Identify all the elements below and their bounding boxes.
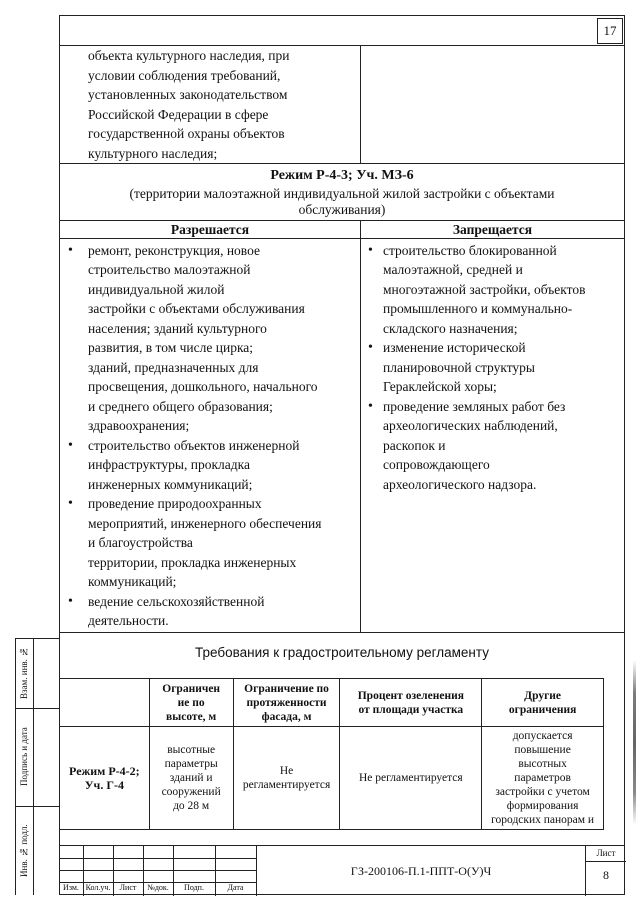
req-header-greening <box>340 679 482 727</box>
forbidden-header: Запрещается <box>361 220 625 238</box>
cell-line: высотных <box>518 758 567 770</box>
req-mode-cell <box>60 727 150 830</box>
item-line: просвещения, дошкольного, начального <box>88 379 318 394</box>
allowed-item <box>64 241 356 436</box>
item-line: Гераклейской хоры; <box>383 379 497 394</box>
item-line: территории, прокладка инженерных <box>88 554 297 570</box>
continuation-line: Российской Федерации в сфере <box>88 106 269 122</box>
cell-line: регламентируется <box>242 779 331 791</box>
header-line: фасада, м <box>261 710 312 723</box>
header-line: Другие <box>524 689 562 702</box>
cell-line: до 28 м <box>173 800 210 812</box>
item-line: археологического надзора. <box>383 476 537 492</box>
item-line: малоэтажной, средней и <box>383 262 523 277</box>
forbidden-item <box>363 338 620 397</box>
continuation-cell <box>60 46 361 164</box>
item-line: населения; зданий культурного <box>88 320 267 336</box>
forbidden-list <box>361 239 624 496</box>
allowed-item <box>64 494 356 592</box>
document-code: ГЗ-200106-П.1-ППТ-О(У)Ч <box>256 846 585 896</box>
mode-header-row <box>60 164 625 221</box>
grid-line <box>59 858 256 859</box>
req-greening-cell: Не регламентируется <box>340 727 482 830</box>
continuation-line: объекта культурного наследия, при <box>88 48 290 63</box>
cell-line: высотные <box>167 744 216 756</box>
item-line: раскопок и <box>383 437 446 453</box>
continuation-line: условии соблюдения требований, <box>88 67 281 83</box>
side-strip <box>15 638 59 895</box>
item-line: мероприятий, инженерного обеспечения <box>88 515 322 531</box>
header-line: высоте, м <box>166 710 217 723</box>
forbidden-item <box>363 241 620 339</box>
requirements-heading: Требования к градостроительному регламенту <box>195 645 489 660</box>
regime-table <box>59 45 625 633</box>
requirements-row <box>60 727 604 830</box>
title-block <box>59 845 625 895</box>
cell-line: повышение <box>514 744 571 756</box>
req-other-cell <box>482 727 604 830</box>
column-headers-row <box>60 220 625 238</box>
tb-label-data: Дата <box>227 883 244 892</box>
rules-row <box>60 238 625 632</box>
allowed-item <box>64 592 356 631</box>
item-line: застройки с объектами обслуживания <box>88 301 305 316</box>
cell-line: параметры <box>164 758 218 770</box>
item-line: инженерных коммуникаций; <box>88 476 253 492</box>
forbidden-item <box>363 397 620 495</box>
page-number: 17 <box>597 18 623 44</box>
forbidden-cell <box>361 238 625 632</box>
cell-line: застройки с учетом <box>495 786 590 798</box>
grid-line <box>59 870 256 871</box>
title-block-grid <box>59 846 256 896</box>
header-line: от площади участка <box>358 703 464 716</box>
item-line: • ремонт, реконструкция, новое <box>88 242 260 258</box>
sheet-box <box>585 846 625 896</box>
requirements-header-row <box>60 679 604 727</box>
req-header-height <box>149 679 233 727</box>
header-line: ие по <box>177 696 205 709</box>
cell-line: формирования <box>506 800 579 812</box>
tb-label-izm: Изм. <box>63 883 79 892</box>
item-line: складского назначения; <box>383 320 518 336</box>
req-height-cell <box>149 727 233 830</box>
continuation-line: установленных законодательством <box>88 87 288 102</box>
cell-line: Уч. Г-4 <box>84 778 124 792</box>
mode-title: Режим Р-4-3; Уч. МЗ-6 <box>270 168 414 183</box>
item-line: индивидуальной жилой <box>88 281 225 297</box>
sheet-number: 8 <box>603 868 609 882</box>
header-line: протяженности <box>246 696 327 709</box>
item-line: инфраструктуры, прокладка <box>88 457 250 472</box>
item-line: • строительство объектов инженерной <box>88 437 300 453</box>
cell-line: зданий и <box>169 772 213 784</box>
item-line: строительство малоэтажной <box>88 262 251 277</box>
scan-artifact <box>633 660 636 825</box>
item-line: • ведение сельскохозяйственной <box>88 593 265 609</box>
cell-line: сооружений <box>161 786 221 798</box>
req-header-empty <box>60 679 150 727</box>
item-line: • проведение земляных работ без <box>383 398 566 414</box>
item-line: сопровождающего <box>383 457 490 472</box>
allowed-cell <box>60 238 361 632</box>
item-line: и среднего общего образования; <box>88 398 273 414</box>
continuation-empty-cell <box>361 46 625 164</box>
cell-line: допускается <box>512 730 573 742</box>
mode-header <box>60 164 625 221</box>
sheet-label: Лист <box>586 848 626 862</box>
item-line: • строительство блокированной <box>383 242 557 258</box>
strip-label-inv-orig: Инв. № подл. <box>19 824 29 877</box>
strip-label-signature-date: Подпись и дата <box>19 727 29 787</box>
cell-line: параметров <box>514 772 571 784</box>
item-line: • изменение исторической <box>383 340 526 355</box>
item-line: здравоохранения; <box>88 418 190 433</box>
item-line: археологических наблюдений, <box>383 418 558 433</box>
allowed-list <box>60 239 360 632</box>
item-line: коммуникаций; <box>88 574 177 589</box>
item-line: и благоустройства <box>88 535 193 550</box>
req-facade-cell <box>233 727 340 830</box>
tb-label-ndok: №док. <box>147 883 169 892</box>
allowed-item <box>64 436 356 495</box>
req-header-other <box>482 679 604 727</box>
requirements-table <box>59 678 604 830</box>
item-line: промышленного и коммунально- <box>383 301 573 316</box>
item-line: развития, в том числе цирка; <box>88 340 254 355</box>
cell-line: городских панорам и <box>491 814 595 826</box>
header-line: Процент озеленения <box>357 689 464 702</box>
tb-label-podp: Подп. <box>184 883 204 892</box>
tb-label-kolvo: Кол.уч. <box>85 883 111 892</box>
cell-line: Не <box>279 765 294 777</box>
item-line: планировочной структуры <box>383 359 536 375</box>
mode-subtitle-line2: обслуживания) <box>298 201 386 217</box>
item-line: • проведение природоохранных <box>88 496 262 511</box>
header-line: Ограничен <box>162 682 221 695</box>
continuation-line: государственной охраны объектов <box>88 126 285 141</box>
item-line: деятельности. <box>88 613 169 628</box>
strip-line <box>33 638 34 895</box>
item-line: многоэтажной застройки, объектов <box>383 281 586 297</box>
header-line: ограничения <box>508 703 577 716</box>
continuation-row <box>60 46 625 164</box>
mode-subtitle-line1: (территории малоэтажной индивидуальной жилой застройки с объектами <box>129 185 555 201</box>
tb-label-list: Лист <box>119 883 137 892</box>
item-line: зданий, предназначенных для <box>88 359 259 375</box>
cell-line: Режим Р-4-2; <box>69 764 140 778</box>
allowed-header: Разрешается <box>60 220 361 238</box>
continuation-line: культурного наследия; <box>88 145 218 161</box>
header-line: Ограничение по <box>244 682 329 695</box>
strip-label-replace-inv: Взам. инв. № <box>19 646 29 700</box>
req-header-facade <box>233 679 340 727</box>
